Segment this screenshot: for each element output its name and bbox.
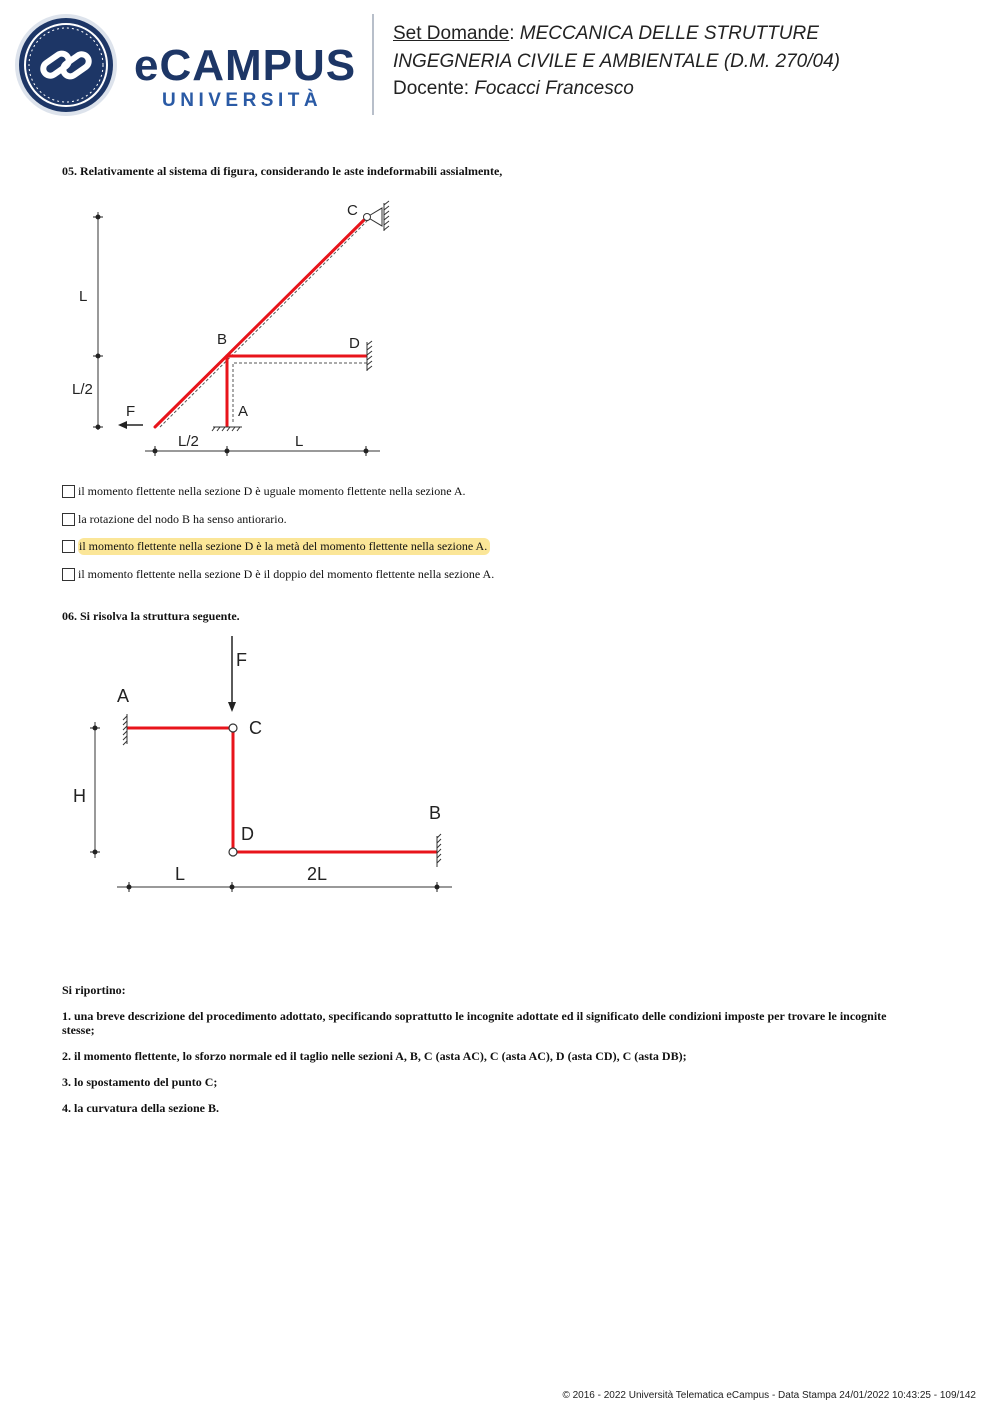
q06-item-1: 1. una breve descrizione del procedimento adottato, specificando soprattutto le incognite adottate ed il significato delle condizioni imposte per trovare le incognite: [62, 1009, 887, 1023]
q05-option-2[interactable]: [62, 511, 287, 527]
q06-label-a: A: [117, 686, 130, 706]
q05-dim-l2-horiz: L/2: [178, 433, 199, 450]
q05-title: 05. Relativamente al sistema di figura, considerando le aste indeformabili assialmente,: [62, 164, 503, 178]
q06-label-b: B: [429, 803, 442, 823]
option-text-highlighted: il momento flettente nella sezione D è la metà del momento flettente nella sezione A.: [78, 538, 490, 555]
logo-subtitle: UNIVERSITÀ: [162, 90, 323, 111]
set-sep: :: [509, 23, 520, 44]
q05-dim-l-horiz: L: [295, 433, 304, 450]
q06-item-3: 3. lo spostamento del punto C;: [62, 1075, 218, 1089]
course-line-1: MECCANICA DELLE STRUTTURE: [519, 23, 819, 44]
logo-brand: eCAMPUS: [134, 41, 357, 90]
q05-option-1[interactable]: [62, 483, 466, 499]
set-label: Set Domande: [393, 23, 510, 44]
q06-item-4: 4. la curvatura della sezione B.: [62, 1101, 219, 1115]
q05-label-a: A: [238, 403, 249, 420]
header-line-3: [393, 75, 840, 103]
q05-figure: [0, 190, 470, 470]
q06-item-2: 2. il momento flettente, lo sforzo normale ed il taglio nelle sezioni A, B, C (asta AC), C (asta AC), D (asta CD), C (asta DB);: [62, 1049, 687, 1063]
docente-label: Docente:: [393, 78, 475, 99]
course-line-2: INGEGNERIA CIVILE E AMBIENTALE (D.M. 270/04): [393, 50, 840, 72]
q06-dim-l: L: [175, 864, 186, 884]
page-footer: © 2016 - 2022 Università Telematica eCampus - Data Stampa 24/01/2022 10:43:25 - 109/142: [562, 1390, 976, 1401]
q06-riportino: Si riportino:: [62, 983, 126, 997]
option-text: la rotazione del nodo B ha senso antiorario.: [78, 511, 287, 526]
q06-figure: [0, 630, 470, 900]
header-line-1: [393, 20, 840, 48]
option-checkbox[interactable]: [62, 513, 75, 526]
q05-label-b: B: [217, 331, 228, 348]
option-text: il momento flettente nella sezione D è il doppio del momento flettente nella sezione A.: [78, 566, 495, 581]
q05-dim-l2-vert: L/2: [72, 381, 93, 398]
q05-label-f: F: [126, 403, 136, 420]
option-checkbox[interactable]: [62, 485, 75, 498]
header-line-2: [393, 48, 840, 76]
header-divider: [372, 14, 374, 115]
q06-label-c: C: [249, 718, 262, 738]
docente-name: Focacci Francesco: [474, 78, 634, 99]
q06-dim-h: H: [73, 786, 86, 806]
q05-label-d: D: [349, 335, 360, 352]
q06-item-1-cont: stesse;: [62, 1023, 95, 1037]
q05-dim-l-vert: L: [79, 288, 88, 305]
option-checkbox[interactable]: [62, 540, 75, 553]
q06-label-f: F: [236, 650, 247, 670]
header-info: [393, 20, 840, 103]
q06-title: 06. Si risolva la struttura seguente.: [62, 609, 240, 623]
option-text: il momento flettente nella sezione D è uguale momento flettente nella sezione A.: [78, 483, 466, 498]
q06-dim-2l: 2L: [307, 864, 328, 884]
option-checkbox[interactable]: [62, 568, 75, 581]
ecampus-logo: [14, 14, 364, 118]
q05-label-c: C: [347, 202, 358, 219]
q06-label-d: D: [241, 824, 254, 844]
q05-option-3[interactable]: [62, 538, 490, 554]
q05-option-4[interactable]: [62, 566, 494, 582]
